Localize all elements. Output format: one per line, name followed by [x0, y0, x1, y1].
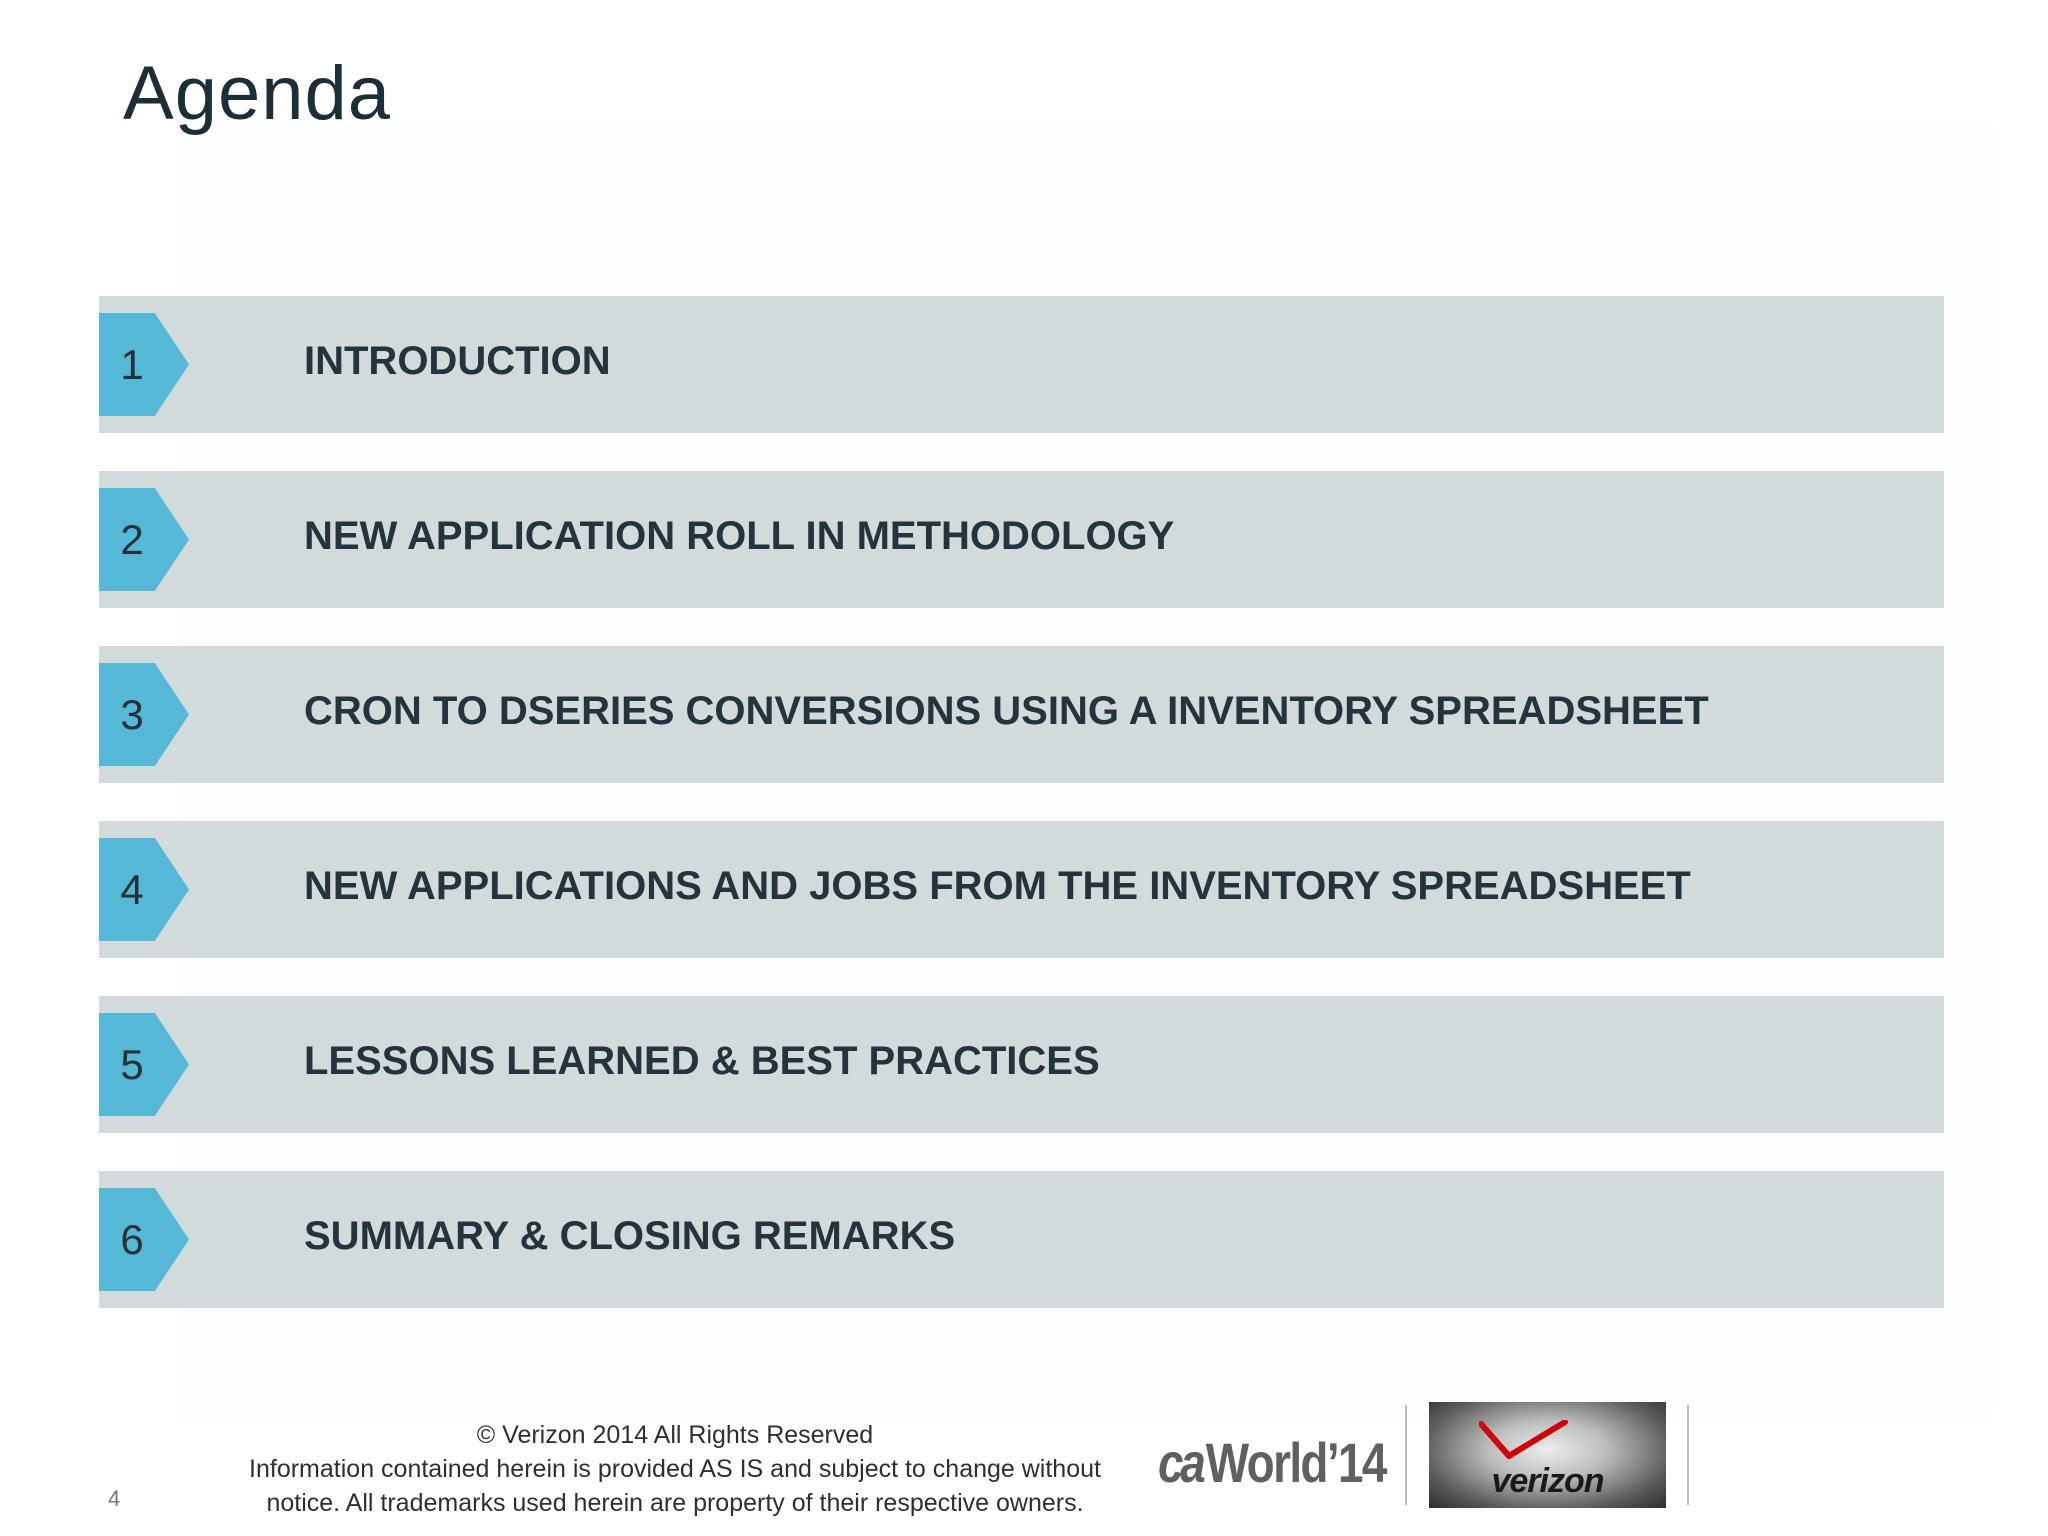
- agenda-item-label: INTRODUCTION: [304, 339, 611, 383]
- ca-logo-event: World’14: [1205, 1431, 1386, 1494]
- disclaimer-line-1: Information contained herein is provided AS IS and subject to change without: [249, 1455, 1101, 1483]
- footer-legal: [205, 1418, 1145, 1520]
- agenda-item-2: [99, 471, 1944, 608]
- agenda-item-label: NEW APPLICATION ROLL IN METHODOLOGY: [304, 514, 1175, 558]
- agenda-item-label: NEW APPLICATIONS AND JOBS FROM THE INVENTORY SPREADSHEET: [304, 864, 1691, 908]
- verizon-check-icon: [1479, 1420, 1569, 1460]
- agenda-item-6: [99, 1171, 1944, 1308]
- agenda-item-label: CRON TO DSERIES CONVERSIONS USING A INVENTORY SPREADSHEET: [304, 689, 1709, 733]
- verizon-wordmark: verizon: [1491, 1462, 1604, 1500]
- agenda-item-number: 1: [120, 341, 144, 388]
- copyright-text: © Verizon 2014 All Rights Reserved: [476, 1421, 874, 1449]
- disclaimer-line-2: notice. All trademarks used herein are property of their respective owners.: [266, 1489, 1084, 1517]
- verizon-logo: [1429, 1402, 1666, 1508]
- agenda-item-3: [99, 646, 1944, 783]
- agenda-item-number: 4: [120, 866, 144, 913]
- agenda-item-label: SUMMARY & CLOSING REMARKS: [304, 1214, 956, 1258]
- logo-divider-right: [1687, 1405, 1689, 1505]
- slide-title: Agenda: [123, 51, 392, 136]
- agenda-item-1: [99, 296, 1944, 433]
- agenda-item-5: [99, 996, 1944, 1133]
- logo-divider: [1405, 1405, 1407, 1505]
- agenda-item-number: 6: [120, 1216, 144, 1263]
- agenda-item-number: 5: [120, 1041, 144, 1088]
- ca-world-logo: [1158, 1430, 1386, 1495]
- agenda-item-number: 3: [120, 691, 144, 738]
- ca-logo-prefix: ca: [1158, 1431, 1203, 1494]
- agenda-item-label: LESSONS LEARNED & BEST PRACTICES: [304, 1039, 1100, 1083]
- agenda-item-number: 2: [120, 516, 144, 563]
- page-number: 4: [108, 1486, 121, 1511]
- agenda-item-4: [99, 821, 1944, 958]
